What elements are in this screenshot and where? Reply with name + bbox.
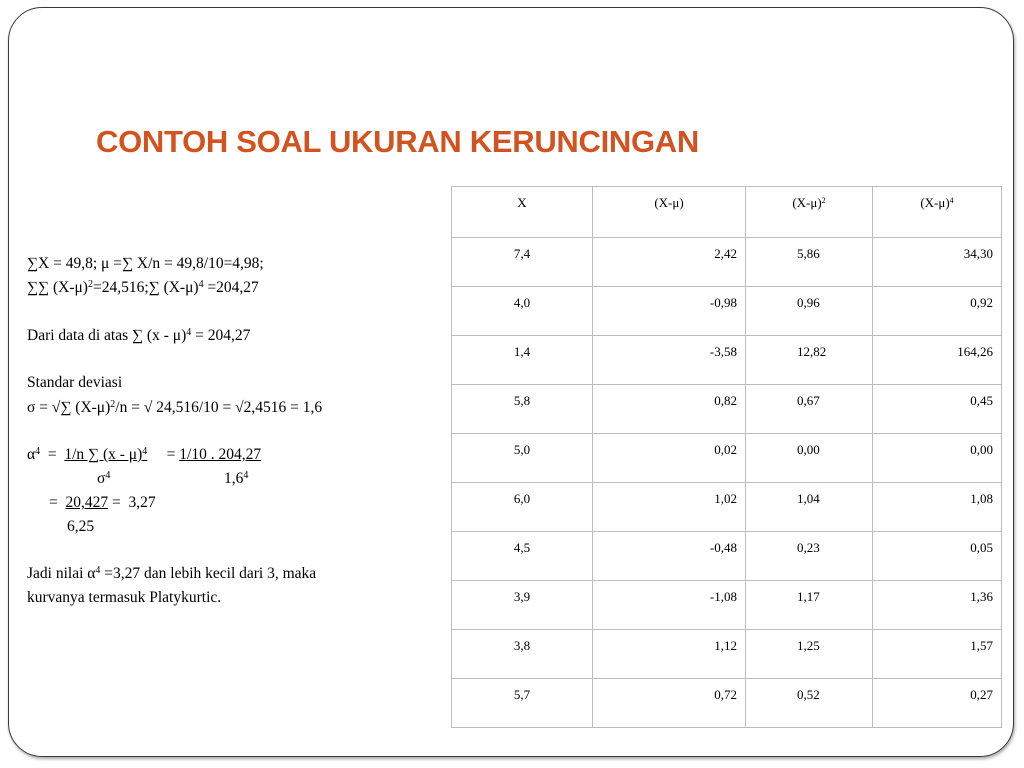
cell-deviation-squared: 12,82 (746, 336, 873, 385)
cell-x: 1,4 (452, 336, 593, 385)
cell-x: 4,0 (452, 287, 593, 336)
cell-deviation-fourth: 1,08 (873, 483, 1002, 532)
sigma-denominator: $\sigma^4$ (97, 470, 111, 487)
sum-squares-line: ∑∑ $(X-\mu)^2=24,516;\sum$ $(X-\mu)^4 =204,27$ (27, 279, 259, 296)
cell-deviation: 1,12 (593, 630, 746, 679)
cell-deviation: -3,58 (593, 336, 746, 385)
table-row (452, 434, 1002, 483)
cell-deviation-fourth: 0,92 (873, 287, 1002, 336)
cell-deviation-fourth: 1,36 (873, 581, 1002, 630)
cell-deviation: -0,98 (593, 287, 746, 336)
cell-x: 5,8 (452, 385, 593, 434)
power-denominator: $1,6^4$ (224, 470, 249, 487)
cell-deviation-squared: 0,52 (746, 679, 873, 728)
cell-x: 5,0 (452, 434, 593, 483)
slide-title: CONTOH SOAL UKURAN KERUNCINGAN (96, 124, 699, 159)
result-denominator: 6,25 (67, 518, 95, 535)
cell-deviation-squared: 1,17 (746, 581, 873, 630)
cell-deviation-fourth: 0,05 (873, 532, 1002, 581)
cell-deviation: 2,42 (593, 238, 746, 287)
cell-x: 3,8 (452, 630, 593, 679)
cell-deviation-squared: 1,25 (746, 630, 873, 679)
cell-deviation: 0,02 (593, 434, 746, 483)
cell-deviation-fourth: 0,27 (873, 679, 1002, 728)
cell-deviation-fourth: 164,26 (873, 336, 1002, 385)
sum-line: ∑X = 49,8; μ =∑ X/n = 49,8/10=4,98; (27, 255, 264, 272)
table-row (452, 532, 1002, 581)
cell-x: 3,9 (452, 581, 593, 630)
conclusion-line-1: Jadi nilai $\alpha^4 =3,27$ dan lebih kecil dari 3, maka (27, 565, 317, 582)
table-header-row (452, 187, 1002, 238)
conclusion-line-2: kurvanya termasuk Platykurtic. (27, 589, 222, 606)
cell-deviation: -1,08 (593, 581, 746, 630)
table-row (452, 336, 1002, 385)
header-deviation-fourth: $(X-\mu)^4$ (873, 187, 1002, 238)
header-x: X (452, 187, 593, 238)
cell-deviation-fourth: 1,57 (873, 630, 1002, 679)
table-row (452, 238, 1002, 287)
kurtosis-table (451, 186, 1002, 728)
cell-deviation-squared: 0,23 (746, 532, 873, 581)
cell-deviation-squared: 1,04 (746, 483, 873, 532)
result-line: = 20,427 = 3,27 (49, 494, 156, 511)
cell-x: 5,7 (452, 679, 593, 728)
cell-deviation: -0,48 (593, 532, 746, 581)
stdev-formula: σ = √∑ $(X-\mu)^2/n$ = √ 24,516/10 = √2,4516 = 1,6 (27, 399, 323, 416)
cell-deviation: 0,72 (593, 679, 746, 728)
cell-deviation: 1,02 (593, 483, 746, 532)
cell-deviation-fourth: 0,00 (873, 434, 1002, 483)
table-row (452, 483, 1002, 532)
cell-x: 6,0 (452, 483, 593, 532)
cell-x: 7,4 (452, 238, 593, 287)
cell-x: 4,5 (452, 532, 593, 581)
table-row (452, 581, 1002, 630)
table-row (452, 630, 1002, 679)
cell-deviation-squared: 0,00 (746, 434, 873, 483)
cell-deviation-squared: 0,67 (746, 385, 873, 434)
data-sum-line: Dari data di atas ∑ (x - μ)$^4$ = 204,27 (27, 327, 251, 344)
alpha-formula: $\alpha^4 = 1/n$ ∑ (x - μ)$^4$ = 1/10 . 204,27 (27, 446, 262, 463)
cell-deviation-fourth: 0,45 (873, 385, 1002, 434)
cell-deviation-squared: 0,96 (746, 287, 873, 336)
cell-deviation-squared: 5,86 (746, 238, 873, 287)
table-row (452, 287, 1002, 336)
table-row (452, 679, 1002, 728)
table-row (452, 385, 1002, 434)
header-deviation: (X-μ) (593, 187, 746, 238)
stdev-label: Standar deviasi (27, 374, 123, 391)
cell-deviation-fourth: 34,30 (873, 238, 1002, 287)
header-deviation-squared: $(X-\mu)^2$ (746, 187, 873, 238)
cell-deviation: 0,82 (593, 385, 746, 434)
